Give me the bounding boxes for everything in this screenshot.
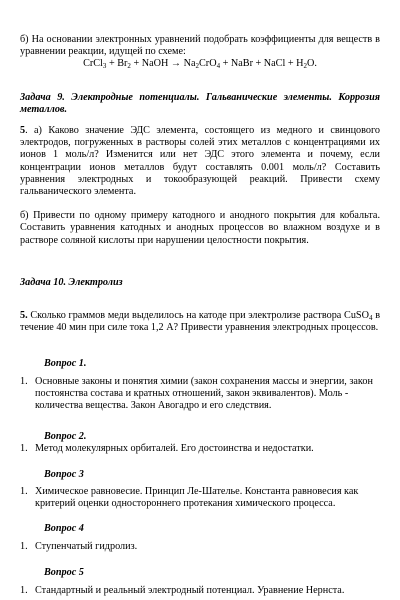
list-number: 1. — [20, 375, 28, 387]
question-text: Химическое равновесие. Принцип Ле-Шателье. Константа равновесия как критерий оценки одностороннего протекания химического процесса. — [35, 485, 359, 510]
eq-subscript: 4 — [216, 62, 221, 71]
question-text: Стандартный и реальный электродный потенциал. Уравнение Нернста. — [35, 584, 345, 596]
task10-subscript: 4 — [368, 314, 373, 323]
list-number: 1. — [20, 541, 28, 553]
eq-subscript: 3 — [102, 62, 107, 71]
task9-number: 5 — [20, 125, 26, 137]
document-page — [20, 34, 380, 597]
question-text: Ступенчатый гидролиз. — [35, 541, 138, 553]
task10-title: Задача 10. Электролиз — [20, 276, 123, 288]
question-heading-4: Вопрос 4 — [44, 523, 84, 535]
eq-part: CrCl — [83, 58, 103, 70]
task9-part-b: б) Привести по одному примеру катодного и анодного покрытия для кобальта. Составить уравнения катодных и анодных процессов во влажном воздухе и в растворе соляной кислоты при нарушении целостности покрытия. — [20, 210, 380, 246]
question-text: Метод молекулярных орбиталей. Его достоинства и недостатки. — [35, 443, 314, 455]
question-item-1 — [20, 376, 380, 413]
task10-text-part: Сколько граммов меди выделилось на катоде при электролизе раствора CuSO — [27, 310, 369, 322]
task9-title: Задача 9. Электродные потенциалы. Гальванические элементы. Коррозия металлов. — [20, 91, 380, 115]
list-number: 1. — [20, 584, 28, 596]
eq-part: O. — [307, 58, 317, 70]
eq-subscript: 2 — [195, 62, 200, 71]
list-number: 1. — [20, 443, 28, 455]
question-item-2 — [20, 443, 380, 455]
question-item-4 — [20, 541, 380, 553]
task10-number: 5. — [20, 310, 28, 322]
question-heading-3: Вопрос 3 — [44, 468, 84, 480]
eq-part: + NaBr + NaCl + H — [220, 58, 304, 70]
question-text: Основные законы и понятия химии (закон сохранения массы и энергии, закон постоянства состава и кратных отношений, закон эквивалентов). Моль - количества вещества. Закон Авогадро и его следствия. — [35, 375, 373, 412]
question-heading-1: Вопрос 1. — [44, 358, 87, 370]
list-number: 1. — [20, 485, 28, 497]
eq-part: + Br — [106, 58, 128, 70]
part-b-text: б) На основании электронных уравнений подобрать коэффициенты для веществ в уравнении реакции, идущей по схеме: — [20, 34, 380, 58]
task10-text-part: в течение 40 мин при силе тока 1,2 А? Привести уравнения электродных процессов. — [20, 310, 380, 334]
task9-part-a — [20, 125, 380, 198]
task9-part-a-text: . а) Каково значение ЭДС элемента, состоящего из медного и свинцового электродов, погруженных в растворы солей этих металлов с концентрациями их ионов 1 моль/л? Изменится или нет ЭДС этого элемента и почему, если концентрации ионов металлов будут составлять 0.001 моль/л? Составить уравнения электродных и токообразующей реакций. Привести схему гальванического элемента. — [20, 125, 380, 198]
eq-subscript: 2 — [127, 62, 131, 71]
question-item-3 — [20, 486, 380, 510]
eq-part: + NaOH → Na — [130, 58, 196, 70]
eq-part: CrO — [199, 58, 217, 70]
question-heading-2: Вопрос 2. — [44, 431, 87, 443]
question-heading-5: Вопрос 5 — [44, 566, 84, 578]
reaction-equation — [20, 58, 380, 70]
eq-subscript: 2 — [303, 62, 308, 71]
task10-text — [20, 310, 380, 334]
question-item-5 — [20, 585, 380, 597]
